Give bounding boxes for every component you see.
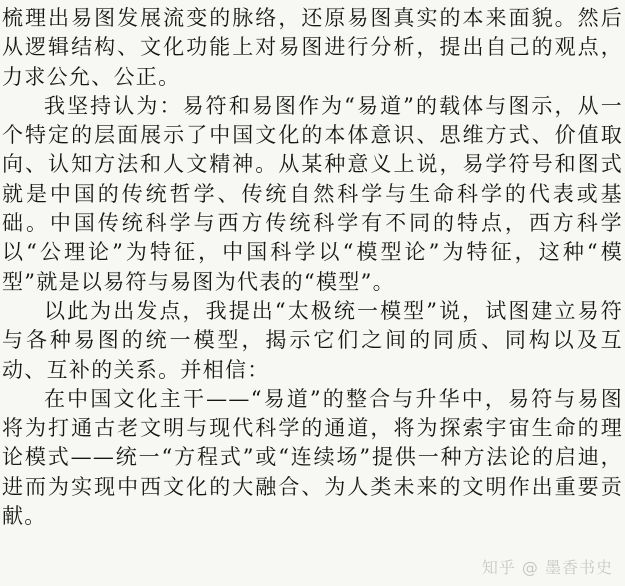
paragraph-3: 以此为出发点，我提出“太极统一模型”说，试图建立易符与各种易图的统一模型，揭示它们之间的同质、同构以及互动、互补的关系。并相信：: [2, 298, 623, 382]
paragraph-2: 我坚持认为：易符和易图作为“易道”的载体与图示，从一个特定的层面展示了中国文化的本体意识、思维方式、价值取向、认知方法和人文精神。从某种意义上说，易学符号和图式就是中国的传统哲学、传统自然科学与生命科学的代表或基础。中国传统科学与西方传统科学有不同的特点，西方科学以“公理论”为特征，中国科学以“模型论”为特征，这种“模型”就是以易符与易图为代表的“模型”。: [2, 93, 623, 294]
paragraph-1: 梳理出易图发展流变的脉络，还原易图真实的本来面貌。然后从逻辑结构、文化功能上对易图进行分析，提出自己的观点，力求公允、公正。: [2, 6, 623, 89]
document-body: [2, 4, 623, 531]
watermark: 知乎 @ 墨香书史: [481, 558, 613, 577]
paragraph-4: 在中国文化主干——“易道”的整合与升华中，易符与易图将为打通古老文明与现代科学的通道，将为探索宇宙生命的理论模式——统一“方程式”或“连续场”提供一种方法论的启迪，进而为实现中西文化的大融合、为人类未来的文明作出重要贡献。: [2, 386, 623, 529]
